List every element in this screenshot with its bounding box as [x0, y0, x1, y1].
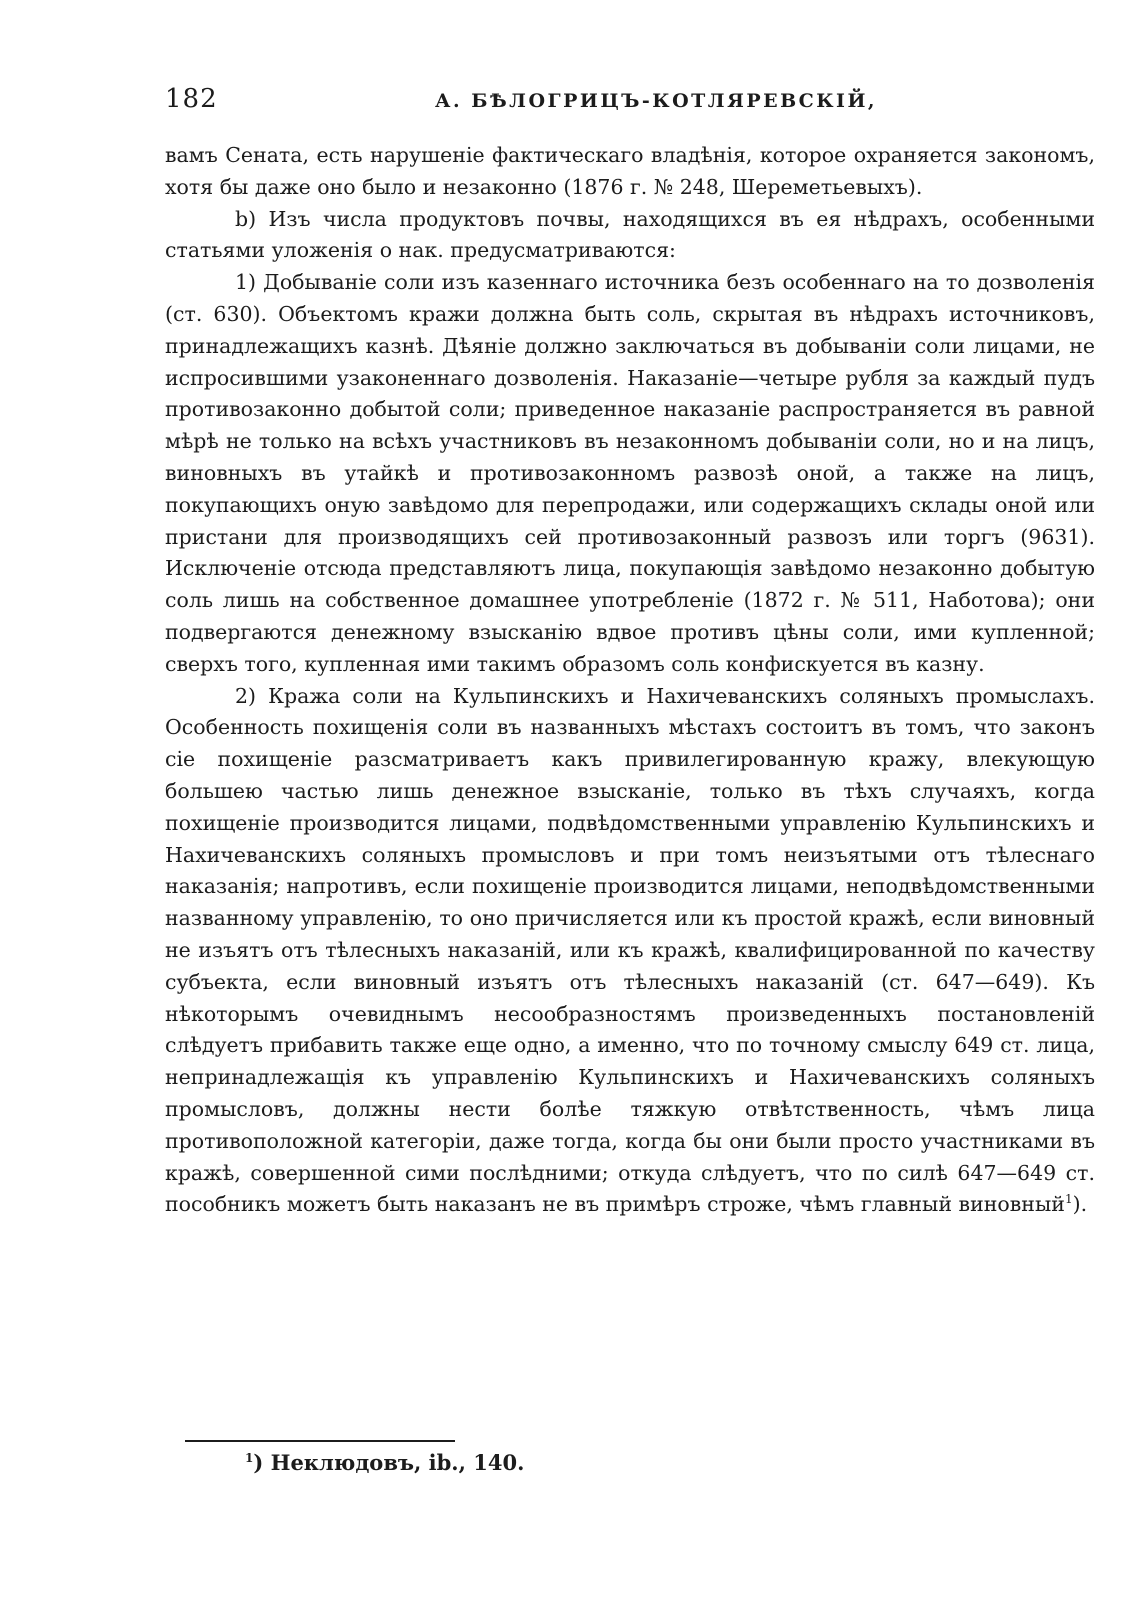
body-text — [165, 140, 1095, 1221]
footnote-text: ) Неклюдовъ, ib., 140. — [253, 1450, 525, 1475]
footnote-marker: 1 — [245, 1451, 254, 1465]
footnote-divider — [185, 1440, 455, 1442]
paragraph-text: b) Изъ числа продуктовъ почвы, находящихся въ ея нѣдрахъ, особенными статьями уложенія о нак. предусматриваются: — [165, 206, 1095, 263]
paragraph-b-subsoil-products — [165, 204, 1095, 268]
footnote-reference: 1 — [1064, 1192, 1073, 1207]
paragraph-tail: ). — [1072, 1192, 1088, 1217]
paragraph-text: 2) Кража соли на Кульпинскихъ и Нахичеванскихъ соляныхъ промыслахъ. Особенность похищенія соли въ названныхъ мѣстахъ состоитъ въ томъ, что законъ сіе похищеніе разсматриваетъ какъ привилегированную кражу, влекующую большею частью лишь денежное взысканіе, только въ тѣхъ случаяхъ, когда похищеніе производится лицами, подвѣдомственными управленію Кульпинскихъ и Нахичеванскихъ соляныхъ промысловъ и при томъ неизъятыми отъ тѣлеснаго наказанія; напротивъ, если похищеніе производится лицами, неподвѣдомственными названному управленію, то оно причисляется или къ простой кражѣ, если виновный не изъятъ отъ тѣлесныхъ наказаній, или къ кражѣ, квалифицированной по качеству субъекта, если виновный изъятъ отъ тѣлесныхъ наказаній (ст. 647—649). Къ нѣкоторымъ очевиднымъ несообразностямъ произведенныхъ постановленій слѣдуетъ прибавить также еще одно, а именно, что по точному смыслу 649 ст. лица, непринадлежащія къ управленію Кульпинскихъ и Нахичеванскихъ соляныхъ промысловъ, должны нести болѣе тяжкую отвѣтственность, чѣмъ лица противоположной категоріи, даже тогда, когда бы они были просто участниками въ кражѣ, совершенной сими послѣдними; откуда слѣдуетъ, что по силѣ 647—649 ст. пособникъ можетъ быть наказанъ не въ примѣръ строже, чѣмъ главный виновный — [165, 683, 1095, 1217]
paragraph-text: 1) Добываніе соли изъ казеннаго источника безъ особеннаго на то дозволенія (ст. 630). Объектомъ кражи должна быть соль, скрытая въ нѣдрахъ источниковъ, принадлежащихъ казнѣ. Дѣяніе должно заключаться въ добываніи соли лицами, не испросившими узаконеннаго дозволенія. Наказаніе—четыре рубля за каждый пудъ противозаконно добытой соли; приведенное наказаніе распространяется въ равной мѣрѣ не только на всѣхъ участниковъ въ незаконномъ добываніи соли, но и на лицъ, виновныхъ въ утайкѣ и противозаконномъ развозѣ оной, а также на лицъ, покупающихъ оную завѣдомо для перепродажи, или содержащихъ склады оной или пристани для производящихъ сей противозаконный развозъ или торгъ (9631). Исключеніе отсюда представляютъ лица, покупающія завѣдомо незаконно добытую соль лишь на собственное домашнее употребленіе (1872 г. № 511, Наботова); они подвергаются денежному взысканію вдвое противъ цѣны соли, ими купленной; сверхъ того, купленная ими такимъ образомъ соль конфискуется въ казну. — [165, 270, 1095, 676]
paragraph-2-salt-theft — [165, 681, 1095, 1222]
page-number: 182 — [165, 84, 218, 114]
footnote — [245, 1448, 845, 1478]
paragraph-1-salt-extraction — [165, 267, 1095, 680]
paragraph-text: вамъ Сената, есть нарушеніе фактическаго владѣнія, которое охраняется закономъ, хотя бы даже оно было и незаконно (1876 г. № 248, Шереметьевыхъ). — [165, 143, 1095, 199]
paragraph-continuation — [165, 140, 1095, 204]
running-head: А. БѢЛОГРИЦЪ-КОТЛЯРЕВСКІЙ, — [435, 90, 878, 112]
page-header — [165, 84, 1095, 124]
